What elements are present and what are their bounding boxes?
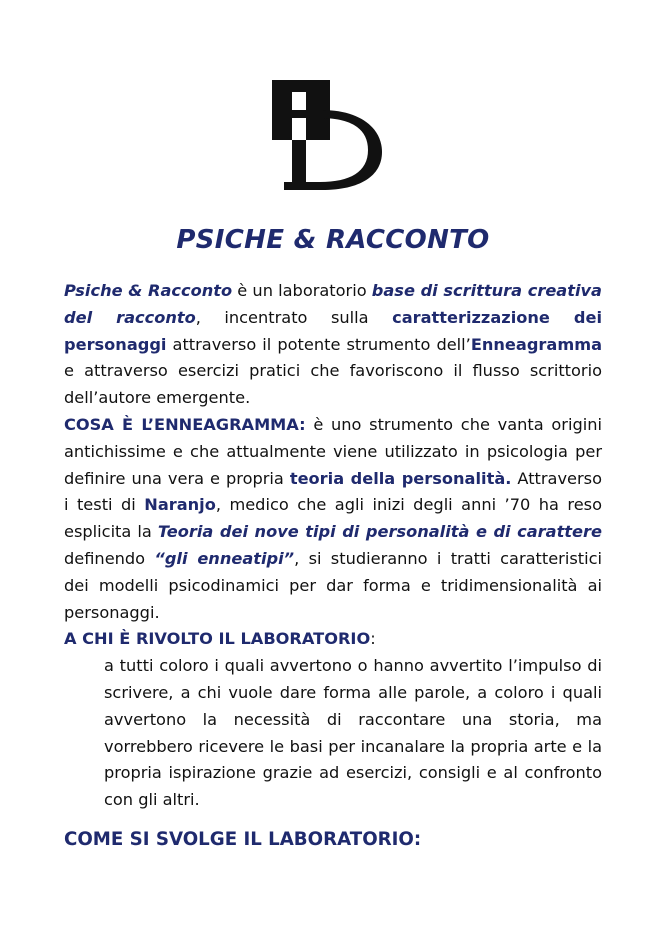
intro-accent-3: caratterizzazione dei personaggi bbox=[64, 307, 602, 354]
chi-paragraph: a tutti coloro i quali avvertono o hanno avvertito l’impulso di scrivere, a chi vuole dare forma alle parole, a coloro i quali avvertono la necessità di raccontare una storia, ma vorrebbero ricevere le basi per incanalare la propria arte e la propria ispirazione grazie ad esercizi, consigli e al confronto con gli altri. bbox=[104, 656, 602, 810]
chi-colon: : bbox=[370, 629, 376, 649]
logo-graphic bbox=[270, 78, 396, 204]
chi-heading: A CHI È RIVOLTO IL LABORATORIO bbox=[64, 629, 371, 649]
intro-text-4: e attraverso esercizi pratici che favoriscono il flusso scrittorio dell’autore emergente. bbox=[64, 361, 602, 408]
intro-text-2: , incentrato sulla bbox=[195, 307, 393, 327]
cosa-accent-4: “gli enneatipi” bbox=[154, 548, 295, 568]
cosa-text-3: , medico che agli inizi degli anni ’70 ha reso esplicita la bbox=[64, 495, 603, 542]
pd-logo bbox=[270, 78, 396, 204]
intro-text-1: è un laboratorio bbox=[232, 281, 372, 300]
cosa-paragraph bbox=[64, 412, 602, 626]
intro-text-3: attraverso il potente strumento dell’ bbox=[166, 334, 471, 354]
intro-accent-4: Enneagramma bbox=[470, 334, 602, 354]
section-heading: COME SI SVOLGE IL LABORATORIO: bbox=[64, 829, 422, 850]
cosa-text-1: è uno strumento che vanta origini antichissime e che attualmente viene utilizzato in psicologia per definire una vera e propria bbox=[64, 414, 602, 488]
cosa-text-2: Attraverso i testi di bbox=[64, 468, 602, 515]
chi-heading-line bbox=[64, 626, 602, 653]
cosa-accent-3: Teoria dei nove tipi di personalità e di carattere bbox=[157, 522, 602, 542]
document-body bbox=[64, 278, 602, 814]
cosa-accent-2: Naranjo bbox=[144, 495, 216, 515]
cosa-heading: COSA È L’ENNEAGRAMMA: bbox=[64, 414, 306, 434]
page-title: PSICHE & RACCONTO bbox=[176, 225, 490, 255]
intro-accent-1: Psiche & Racconto bbox=[64, 281, 233, 300]
intro-accent-2: base di scrittura creativa del racconto bbox=[64, 281, 602, 327]
intro-paragraph bbox=[64, 278, 602, 412]
cosa-accent-1: teoria della personalità. bbox=[289, 468, 512, 488]
cosa-text-5: , si studieranno i tratti caratteristici dei modelli psicodinamici per dar forma e tridimensionalità ai personaggi. bbox=[64, 548, 603, 622]
cosa-text-4: definendo bbox=[64, 548, 155, 568]
